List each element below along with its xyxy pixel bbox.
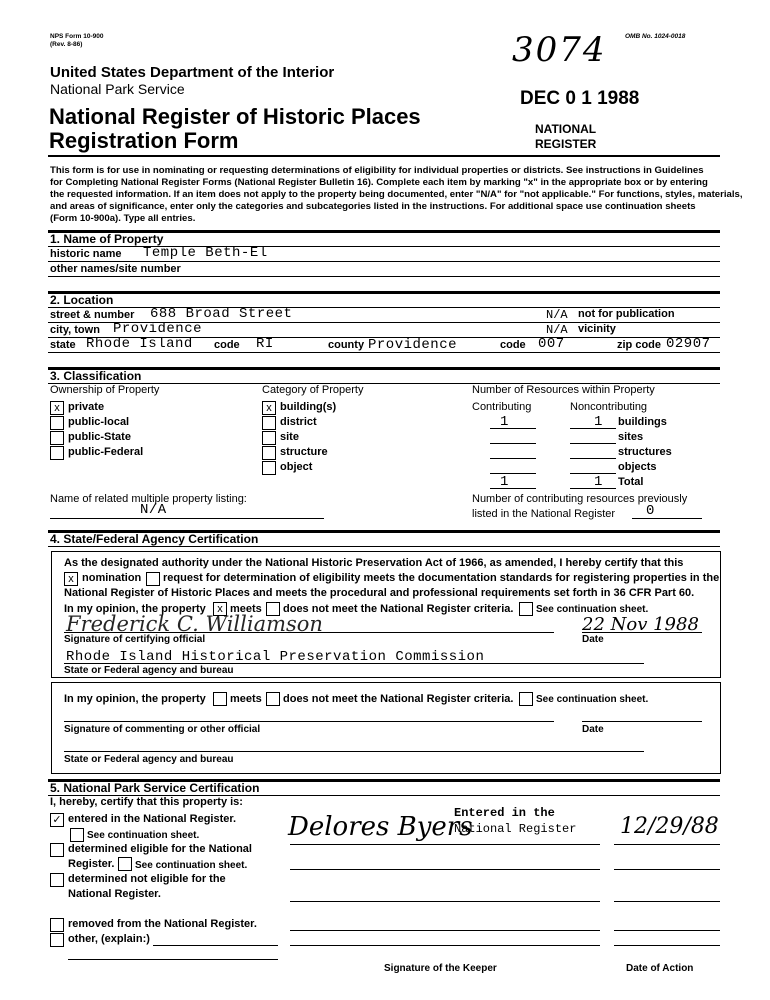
resource-label: objects <box>618 461 657 473</box>
rule <box>614 901 720 902</box>
opinion-label: In my opinion, the property <box>64 603 206 615</box>
rule <box>490 428 536 429</box>
form-title-line-2: Registration Form <box>49 128 239 153</box>
rule <box>490 443 536 444</box>
form-title-line-1: National Register of Historic Places <box>49 104 421 129</box>
certification-para-1: As the designated authority under the National Historic Preservation Act of 1966, as amended, I hereby certify that this <box>64 557 684 569</box>
category-label: building(s) <box>280 401 337 413</box>
contributing-heading: Contributing <box>472 401 532 413</box>
county-code-label: code <box>500 339 526 351</box>
instructions-line: the requested information. If an item does not apply to the property being documented, enter "N/A" for "not applicable." For functions, styles, materials, <box>50 189 743 200</box>
agency-field[interactable]: Rhode Island Historical Preservation Commission <box>66 649 485 665</box>
rule <box>614 844 720 845</box>
section-5-heading: 5. National Park Service Certification <box>50 781 260 795</box>
date-label: Date <box>582 634 604 645</box>
noncontributing-heading: Noncontributing <box>570 401 648 413</box>
rule <box>64 751 644 752</box>
removed-checkbox[interactable] <box>50 918 64 932</box>
rule <box>490 458 536 459</box>
state-code-field[interactable]: RI <box>256 336 274 352</box>
section-4-heading: 4. State/Federal Agency Certification <box>50 532 259 546</box>
nomination-label: nomination <box>82 572 142 584</box>
eligible-label-2: Register. <box>68 858 115 870</box>
ownership-label: private <box>68 401 105 413</box>
meets-label: meets <box>230 603 262 615</box>
not-eligible-label-2: National Register. <box>68 888 161 900</box>
other-label: other, (explain:) <box>68 933 150 945</box>
determination-request-checkbox[interactable] <box>146 572 160 586</box>
handwritten-reference: 3074 <box>512 30 607 70</box>
historic-name-field[interactable]: Temple Beth-El <box>143 245 268 261</box>
meets-checkbox[interactable]: x <box>213 602 227 616</box>
county-code-field[interactable]: 007 <box>538 336 565 352</box>
rule <box>290 844 600 845</box>
rule <box>490 473 536 474</box>
stamp-register: REGISTER <box>535 137 597 151</box>
ownership-label: public-Federal <box>68 446 144 458</box>
continuation-sheet-label-2: See continuation sheet. <box>536 694 649 705</box>
agency-label-2: State or Federal agency and bureau <box>64 754 234 765</box>
county-label: county <box>328 339 365 351</box>
zip-field[interactable]: 02907 <box>666 336 711 352</box>
does-not-meet-label-2: does not meet the National Register criteria. <box>283 693 514 705</box>
ownership-label: public-State <box>68 431 131 443</box>
rule <box>290 945 600 946</box>
noncontributing-buildings-field[interactable]: 1 <box>594 414 603 430</box>
rule <box>290 930 600 931</box>
rule <box>48 546 720 547</box>
instructions <box>50 165 743 225</box>
entered-continuation-checkbox[interactable] <box>70 828 84 842</box>
related-listing-field[interactable]: N/A <box>140 502 167 518</box>
rule <box>48 261 720 262</box>
rule <box>153 945 278 946</box>
street-label: street & number <box>50 309 135 321</box>
entered-continuation-label: See continuation sheet. <box>87 830 200 841</box>
category-district-checkbox[interactable] <box>262 416 276 430</box>
instructions-line: This form is for use in nominating or requesting determinations of eligibility for individual properties or districts. See instructions in Guidelines <box>50 165 704 176</box>
rule <box>614 945 720 946</box>
county-field[interactable]: Providence <box>368 337 458 353</box>
entered-stamp-line-2: National Register <box>454 822 577 836</box>
state-field[interactable]: Rhode Island <box>86 336 193 352</box>
rule <box>614 930 720 931</box>
keeper-signature: Delores Byers <box>288 812 473 842</box>
resource-label: Total <box>618 476 644 488</box>
resources-heading: Number of Resources within Property <box>472 384 655 396</box>
service-name: National Park Service <box>50 81 185 97</box>
resource-label: sites <box>618 431 644 443</box>
rule <box>50 518 324 519</box>
ownership-private-checkbox[interactable]: x <box>50 401 64 415</box>
date-of-action-label: Date of Action <box>626 963 694 974</box>
vicinity-label: vicinity <box>578 323 616 335</box>
instructions-line: (Form 10-900a). Type all entries. <box>50 213 196 224</box>
historic-name-label: historic name <box>50 248 122 260</box>
instructions-line: and areas of significance, enter only the categories and subcategories listed in the instructions. For additional space use continuation sheets <box>50 201 696 212</box>
meets-label-2: meets <box>230 693 262 705</box>
street-field[interactable]: 688 Broad Street <box>150 306 293 322</box>
rule <box>614 869 720 870</box>
category-heading: Category of Property <box>262 384 364 396</box>
not-eligible-checkbox[interactable] <box>50 873 64 887</box>
removed-label: removed from the National Register. <box>68 918 257 930</box>
rule <box>490 488 536 489</box>
state-label: state <box>50 339 76 351</box>
category-site-checkbox[interactable] <box>262 431 276 445</box>
not-for-publication-label: not for publication <box>578 308 675 320</box>
keeper-signature-label: Signature of the Keeper <box>384 963 497 974</box>
rule <box>570 458 616 459</box>
category-label: structure <box>280 446 328 458</box>
noncontributing-total-field[interactable]: 1 <box>594 474 603 490</box>
rule <box>570 443 616 444</box>
signature-label: Signature of certifying official <box>64 634 206 645</box>
section-2-rule <box>48 291 720 294</box>
city-label: city, town <box>50 324 100 336</box>
other-checkbox[interactable] <box>50 933 64 947</box>
category-label: site <box>280 431 299 443</box>
rule <box>64 632 554 633</box>
rule <box>570 428 616 429</box>
entered-stamp-line-1: Entered in the <box>454 806 555 820</box>
city-field[interactable]: Providence <box>113 321 203 337</box>
ownership-heading: Ownership of Property <box>50 384 160 396</box>
resource-label: structures <box>618 446 672 458</box>
instructions-line: for Completing National Register Forms (National Register Bulletin 16). Complete each item by marking "x" in the appropriate box or by entering <box>50 177 708 188</box>
eligible-continuation-label: See continuation sheet. <box>135 860 248 871</box>
received-stamp: DEC 0 1 1988 <box>520 88 640 109</box>
category-label: district <box>280 416 317 428</box>
rule <box>290 869 600 870</box>
previously-listed-field[interactable]: 0 <box>646 503 655 519</box>
certifying-signature: Frederick C. Williamson <box>66 612 323 636</box>
continuation-sheet-checkbox-2[interactable] <box>519 692 533 706</box>
stamp-national: NATIONAL <box>535 122 597 136</box>
omb-number: OMB No. 1024-0018 <box>625 33 686 40</box>
category-object-checkbox[interactable] <box>262 461 276 475</box>
nomination-checkbox[interactable]: x <box>64 572 78 586</box>
related-listing-label: Name of related multiple property listing: <box>50 493 247 505</box>
eligible-continuation-checkbox[interactable] <box>118 857 132 871</box>
entered-checkbox[interactable]: ✓ <box>50 813 64 827</box>
rule <box>570 473 616 474</box>
rule <box>570 488 616 489</box>
date-of-action-value: 12/29/88 <box>620 814 719 839</box>
resource-label: buildings <box>618 416 667 428</box>
contributing-total-field[interactable]: 1 <box>500 474 509 490</box>
eligible-label: determined eligible for the National <box>68 843 252 855</box>
rule <box>48 276 720 277</box>
eligible-checkbox[interactable] <box>50 843 64 857</box>
rule <box>582 721 702 722</box>
ownership-label: public-local <box>68 416 130 428</box>
rule <box>48 352 720 353</box>
does-not-meet-checkbox-2[interactable] <box>266 692 280 706</box>
does-not-meet-label: does not meet the National Register criteria. <box>283 603 514 615</box>
certify-label: I, hereby, certify that this property is: <box>50 796 243 808</box>
continuation-sheet-checkbox[interactable] <box>519 602 533 616</box>
other-names-label: other names/site number <box>50 263 181 275</box>
rule <box>64 721 554 722</box>
certification-para-2: request for determination of eligibility meets the documentation standards for registering properties in the <box>163 572 720 584</box>
category-buildings-checkbox[interactable]: x <box>262 401 276 415</box>
rule <box>290 901 600 902</box>
ownership-public-state-checkbox[interactable] <box>50 431 64 445</box>
contributing-buildings-field[interactable]: 1 <box>500 414 509 430</box>
previously-listed-label-1: Number of contributing resources previously <box>472 493 688 505</box>
section-1-heading: 1. Name of Property <box>50 232 164 246</box>
category-label: object <box>280 461 313 473</box>
state-code-label: code <box>214 339 240 351</box>
entered-label: entered in the National Register. <box>68 813 237 825</box>
meets-checkbox-2[interactable] <box>213 692 227 706</box>
commenting-signature-label: Signature of commenting or other official <box>64 724 261 735</box>
not-for-publication-mark[interactable]: N/A <box>546 308 568 322</box>
form-revision: (Rev. 8-86) <box>50 41 83 48</box>
agency-label: State or Federal agency and bureau <box>64 665 234 676</box>
section-3-heading: 3. Classification <box>50 369 142 383</box>
certification-para-3: National Register of Historic Places and meets the procedural and professional requirements set forth in 36 CFR Part 60. <box>64 587 695 599</box>
section-2-heading: 2. Location <box>50 293 114 307</box>
opinion-label-2: In my opinion, the property <box>64 693 206 705</box>
rule <box>632 518 702 519</box>
ownership-public-local-checkbox[interactable] <box>50 416 64 430</box>
certifying-date: 22 Nov 1988 <box>582 614 699 635</box>
rule <box>68 959 278 960</box>
previously-listed-label-2: listed in the National Register <box>472 508 616 520</box>
vicinity-mark[interactable]: N/A <box>546 323 568 337</box>
form-number: NPS Form 10-900 <box>50 33 104 40</box>
date-label-2: Date <box>582 724 604 735</box>
rule <box>64 663 644 664</box>
ownership-public-federal-checkbox[interactable] <box>50 446 64 460</box>
rule <box>582 632 702 633</box>
not-eligible-label: determined not eligible for the <box>68 873 226 885</box>
zip-label: zip code <box>617 339 662 351</box>
category-structure-checkbox[interactable] <box>262 446 276 460</box>
title-rule <box>48 155 720 157</box>
department-name: United States Department of the Interior <box>50 64 335 81</box>
continuation-sheet-label: See continuation sheet. <box>536 604 649 615</box>
section-3-rule <box>48 367 720 370</box>
